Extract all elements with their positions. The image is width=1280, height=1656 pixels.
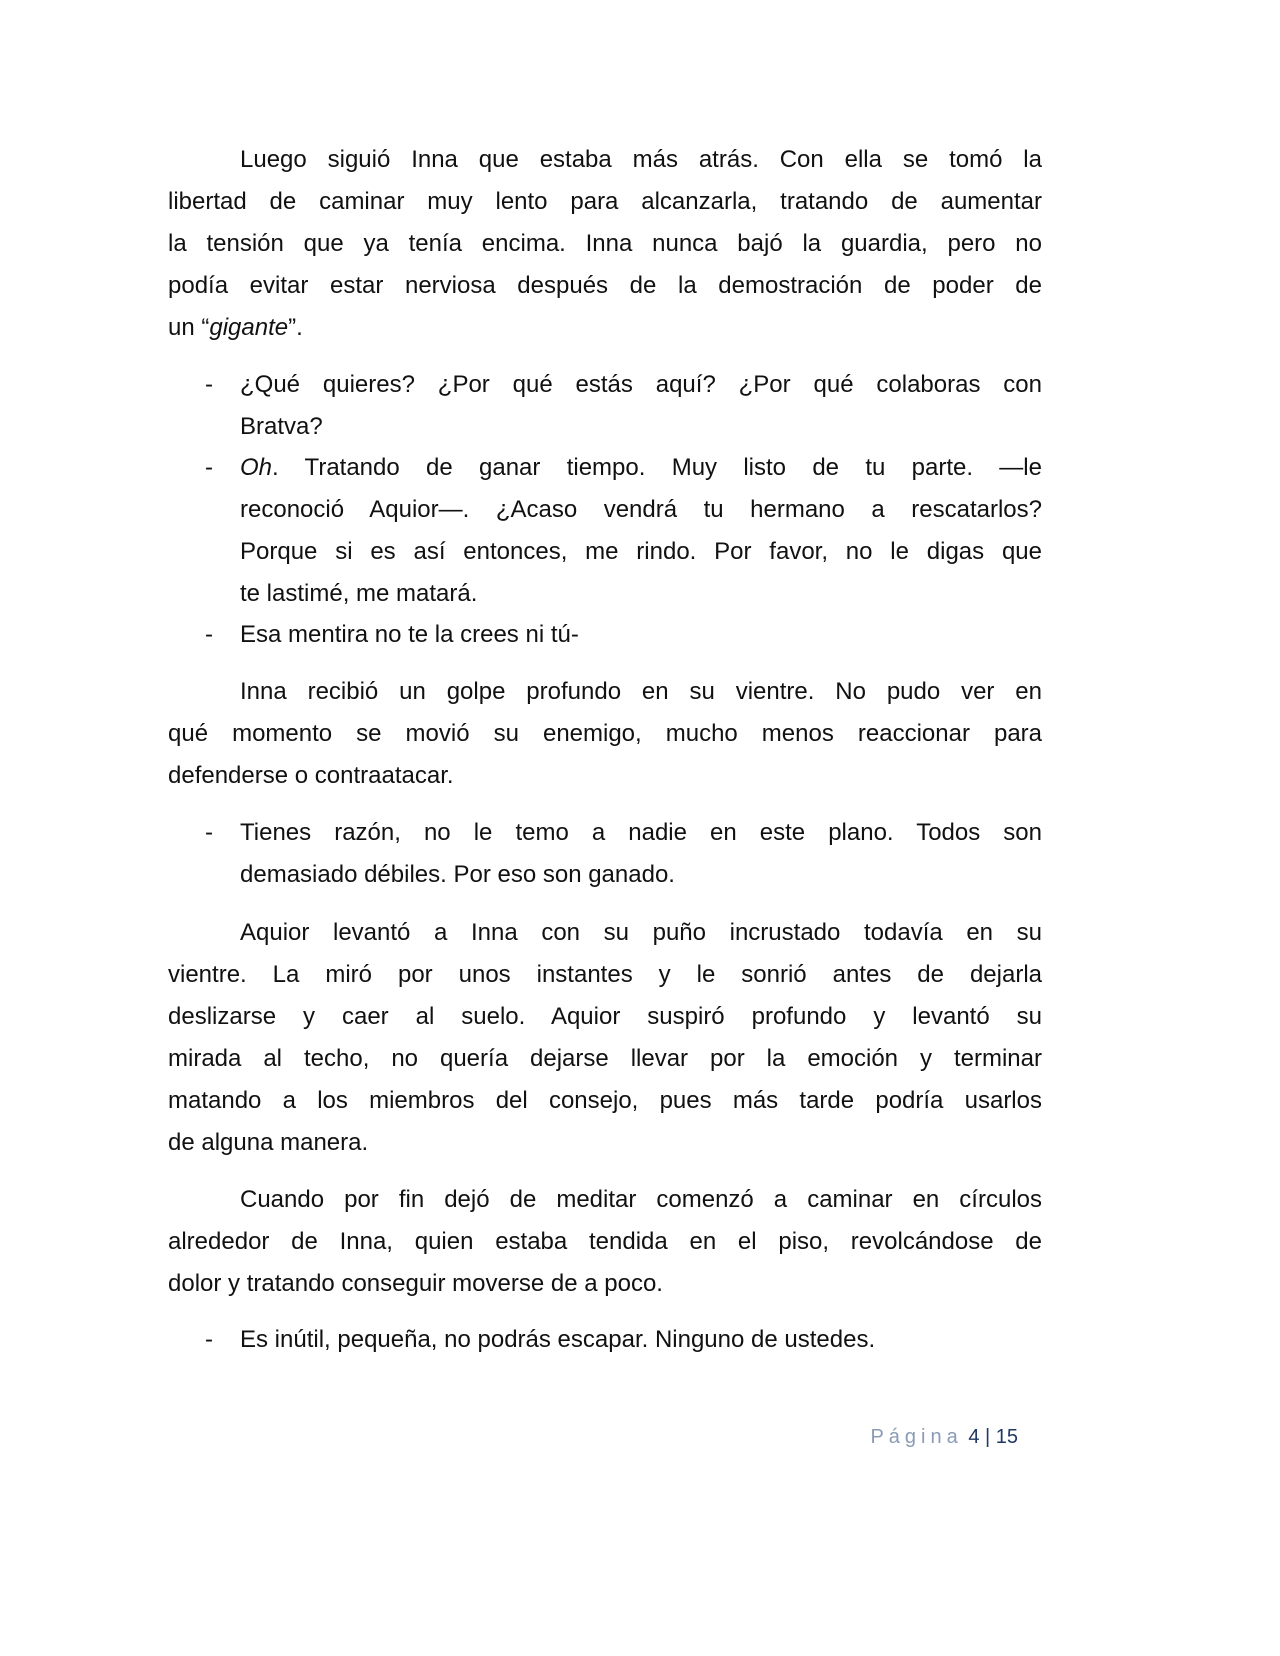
text-line: demasiado débiles. Por eso son ganado.	[240, 861, 675, 888]
text-line: defenderse o contraatacar.	[168, 762, 454, 789]
paragraph	[168, 912, 1042, 1164]
text-line: libertad de caminar muy lento para alcanzarla, tratando de aumentar	[168, 188, 1042, 215]
text-line: Bratva?	[240, 413, 323, 440]
dialogue-dash: -	[205, 1326, 213, 1353]
text: ”.	[288, 314, 303, 341]
text-line: mirada al techo, no quería dejarse llevar por la emoción y terminar	[168, 1045, 1042, 1072]
paragraph	[168, 139, 1042, 349]
text-line: Luego siguió Inna que estaba más atrás. Con ella se tomó la	[240, 146, 1042, 173]
dialogue-dash: -	[205, 819, 213, 846]
paragraph	[168, 671, 1042, 797]
italic-text: gigante	[209, 314, 289, 341]
dialogue-line	[205, 1319, 1042, 1361]
text-line: Esa mentira no te la crees ni tú-	[240, 621, 579, 648]
text-line: dolor y tratando conseguir moverse de a poco.	[168, 1270, 663, 1297]
dialogue-line	[205, 614, 1042, 656]
text-line: matando a los miembros del consejo, pues más tarde podría usarlos	[168, 1087, 1042, 1114]
text: un “	[168, 314, 210, 341]
text-line: Es inútil, pequeña, no podrás escapar. Ninguno de ustedes.	[240, 1326, 876, 1353]
text-line: podía evitar estar nerviosa después de la demostración de poder de	[168, 272, 1042, 299]
page-label: Página	[870, 1426, 963, 1448]
dialogue-dash: -	[205, 621, 213, 648]
text-line: Tienes razón, no le temo a nadie en este plano. Todos son	[240, 819, 1042, 846]
text-line: reconoció Aquior—. ¿Acaso vendrá tu hermano a rescatarlos?	[240, 496, 1042, 523]
text-line: Cuando por fin dejó de meditar comenzó a caminar en círculos	[240, 1186, 1042, 1213]
text-line: alrededor de Inna, quien estaba tendida en el piso, revolcándose de	[168, 1228, 1042, 1255]
text-line: ¿Qué quieres? ¿Por qué estás aquí? ¿Por qué colaboras con	[240, 371, 1042, 398]
text-line: vientre. La miró por unos instantes y le sonrió antes de dejarla	[168, 961, 1042, 988]
text-line	[240, 447, 1042, 489]
text-line: deslizarse y caer al suelo. Aquior suspiró profundo y levantó su	[168, 1003, 1042, 1030]
text-line: te lastimé, me matará.	[240, 580, 478, 607]
text-line: qué momento se movió su enemigo, mucho menos reaccionar para	[168, 720, 1042, 747]
paragraph	[168, 1179, 1042, 1305]
dialogue-dash: -	[205, 454, 213, 481]
page-total: 15	[995, 1426, 1018, 1448]
text-line	[168, 307, 1042, 349]
text: . Tratando de ganar tiempo. Muy listo de tu parte. —le	[272, 454, 1042, 481]
text-line: la tensión que ya tenía encima. Inna nunca bajó la guardia, pero no	[168, 230, 1042, 257]
page-number: 4	[968, 1426, 980, 1448]
dialogue-line	[205, 812, 1042, 896]
dialogue-dash: -	[205, 371, 213, 398]
text-line: Aquior levantó a Inna con su puño incrustado todavía en su	[240, 919, 1042, 946]
dialogue-line	[205, 364, 1042, 448]
page-footer	[870, 1422, 1018, 1452]
italic-text: Oh	[240, 454, 273, 481]
text-line: Inna recibió un golpe profundo en su vientre. No pudo ver en	[240, 678, 1042, 705]
text-line: Porque si es así entonces, me rindo. Por favor, no le digas que	[240, 538, 1042, 565]
text-line: de alguna manera.	[168, 1129, 369, 1156]
page-separator: |	[979, 1426, 996, 1448]
dialogue-line	[205, 447, 1042, 615]
